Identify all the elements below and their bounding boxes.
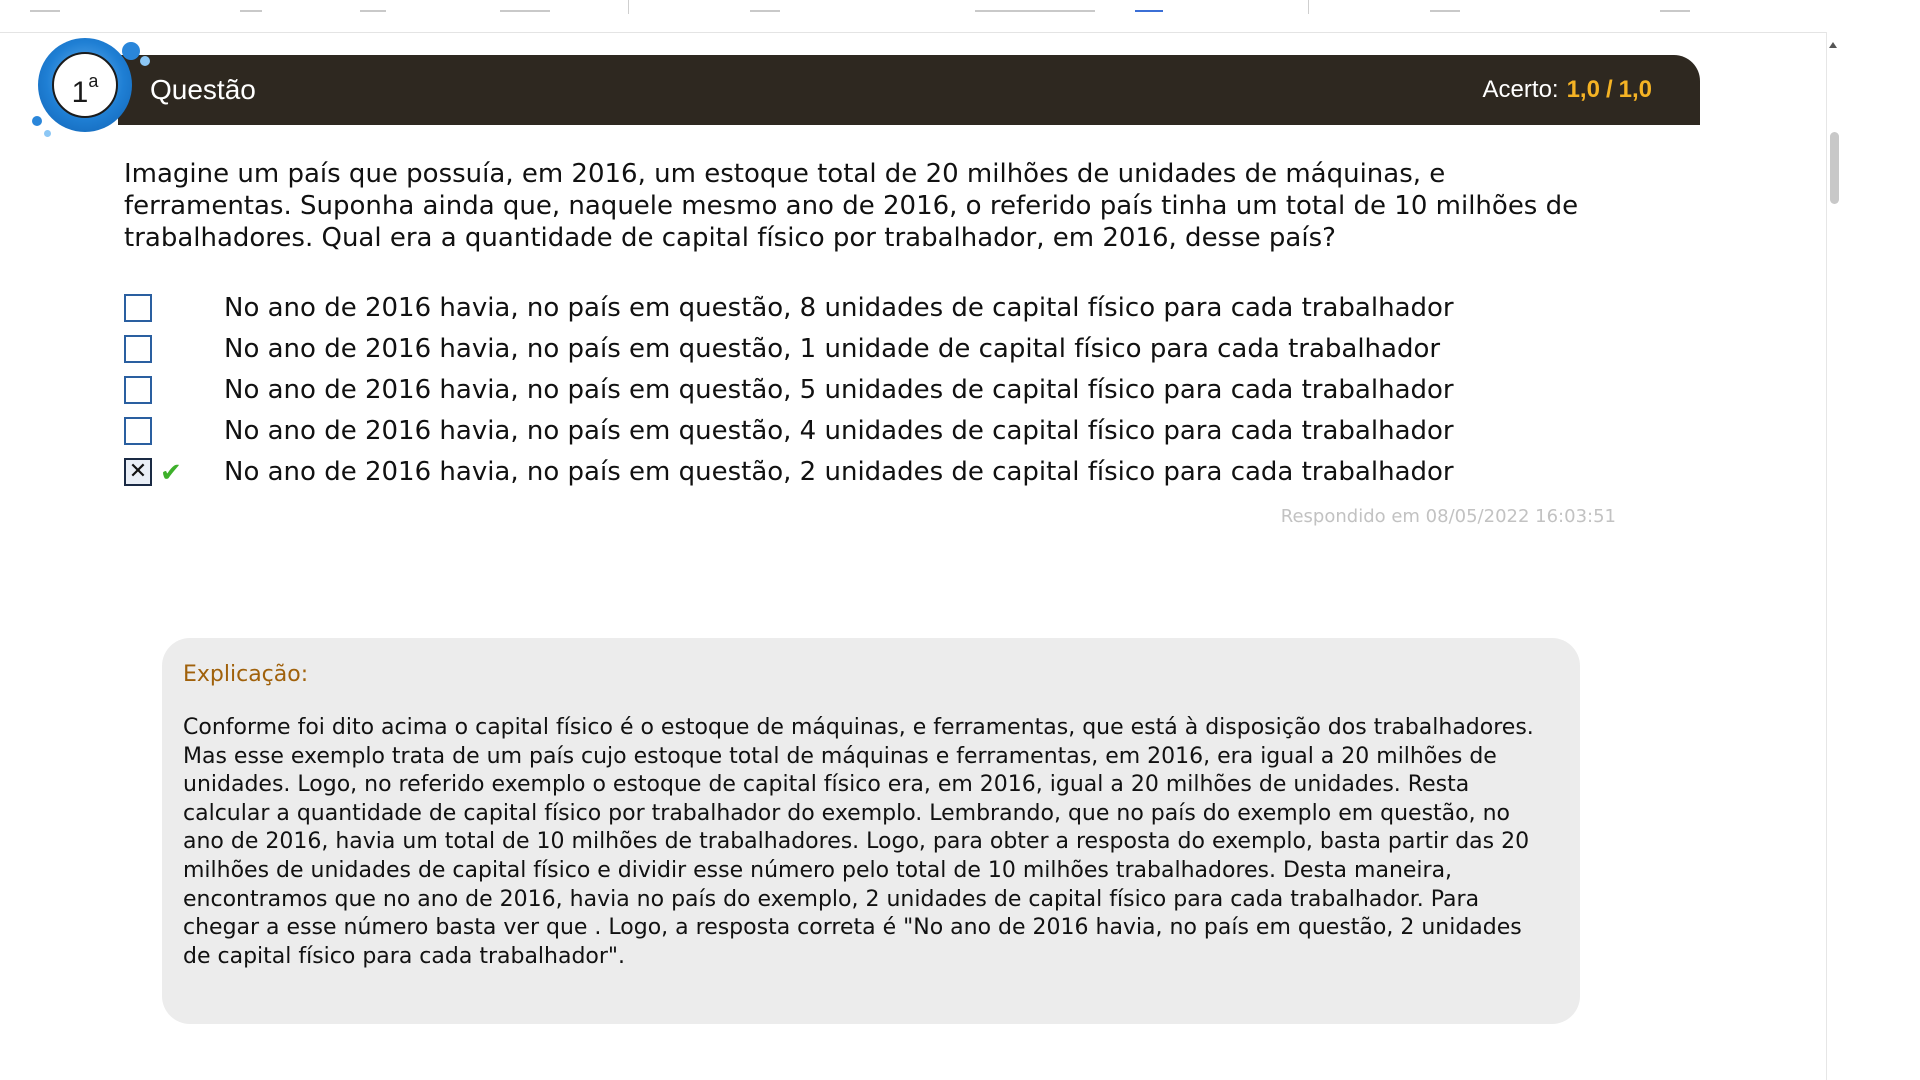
option-checkbox-checked[interactable] (124, 458, 152, 486)
question-header-title: Questão (150, 74, 256, 105)
badge-bubble (32, 116, 42, 126)
right-margin (1841, 0, 1920, 1080)
option-checkbox[interactable] (124, 417, 152, 445)
score-value: 1,0 (1566, 76, 1600, 103)
badge-bubble (44, 130, 51, 137)
toolbar-fragment (750, 0, 780, 12)
question-ordinal: a (88, 71, 99, 91)
badge-bubble (122, 42, 140, 60)
toolbar-separator (1308, 0, 1309, 14)
option-label: No ano de 2016 havia, no país em questão, 8 unidades de capital físico para cada trabalhador (224, 293, 1454, 323)
explanation-title: Explicação: (183, 662, 309, 687)
score-label: Acerto: (1482, 76, 1559, 103)
score-max: 1,0 (1618, 76, 1652, 103)
toolbar-fragment (1430, 0, 1460, 12)
explanation-box (162, 638, 1580, 1024)
explanation-body: Conforme foi dito acima o capital físico é o estoque de máquinas, e ferramentas, que está à disposição dos trabalhadores. Mas esse exemplo trata de um país cujo estoque total de máquinas e ferramentas, em 2016, era igual a 20 milhões de unidades. Logo, no referido exemplo o estoque de capital físico era, em 2016, igual a 20 milhões de unidades. Resta calcular a quantidade de capital físico por trabalhador do exemplo. Lembrando, que no país do exemplo em questão, no ano de 2016, havia um total de 10 milhões de trabalhadores. Logo, para obter a resposta do exemplo, basta partir das 20 milhões de unidades de capital físico e dividir esse número pelo total de 10 milhões trabalhadores. Desta maneira, encontramos que no ano de 2016, havia no país do exemplo, 2 unidades de capital físico para cada trabalhador. Para chegar a esse número basta ver que . Logo, a resposta correta é "No ano de 2016 havia, no país em questão, 2 unidades de capital físico para cada trabalhador". (183, 715, 1534, 969)
scroll-up-arrow-icon[interactable] (1829, 42, 1837, 48)
answer-option[interactable] (124, 292, 1624, 333)
answer-option[interactable] (124, 415, 1624, 456)
option-checkbox[interactable] (124, 294, 152, 322)
toolbar-fragment (240, 0, 262, 12)
question-number-badge (30, 30, 150, 150)
option-label: No ano de 2016 havia, no país em questão, 2 unidades de capital físico para cada trabalhador (224, 457, 1454, 487)
toolbar-fragment (500, 0, 550, 12)
answer-option-selected[interactable] (124, 456, 1624, 497)
question-text: Imagine um país que possuía, em 2016, um estoque total de 20 milhões de unidades de máquinas, e ferramentas. Suponha ainda que, naquele mesmo ano de 2016, o referido país tinha um total de 10 milhões de trabalhadores. Qual era a quantidade de capital físico por trabalhador, em 2016, desse país? (124, 159, 1579, 253)
score-separator: / (1605, 76, 1613, 103)
option-label: No ano de 2016 havia, no país em questão, 5 unidades de capital físico para cada trabalhador (224, 375, 1454, 405)
toolbar-fragment (30, 0, 60, 12)
option-label: No ano de 2016 havia, no país em questão, 4 unidades de capital físico para cada trabalhador (224, 416, 1454, 446)
badge-bubble (140, 56, 150, 66)
option-label: No ano de 2016 havia, no país em questão, 1 unidade de capital físico para cada trabalhador (224, 334, 1441, 364)
toolbar-fragment (975, 0, 1095, 12)
question-header-bar (118, 55, 1700, 125)
toolbar-separator (628, 0, 629, 14)
checked-x-icon: ✕ (128, 459, 148, 484)
question-number: 1$^a$ (71, 71, 99, 109)
vertical-scrollbar[interactable] (1826, 32, 1841, 1080)
check-icon: ✔ (160, 458, 182, 488)
scroll-thumb[interactable] (1830, 132, 1839, 204)
toolbar-fragment (360, 0, 386, 12)
toolbar-fragment (1135, 0, 1163, 12)
toolbar-fragment (1660, 0, 1690, 12)
answer-option[interactable] (124, 333, 1624, 374)
badge-inner (52, 52, 118, 118)
answered-timestamp: Respondido em 08/05/2022 16:03:51 (1280, 506, 1616, 527)
score-display (1483, 76, 1652, 104)
top-toolbar-strip (0, 0, 1840, 33)
option-checkbox[interactable] (124, 376, 152, 404)
option-checkbox[interactable] (124, 335, 152, 363)
answer-options (124, 292, 1624, 497)
answer-option[interactable] (124, 374, 1624, 415)
